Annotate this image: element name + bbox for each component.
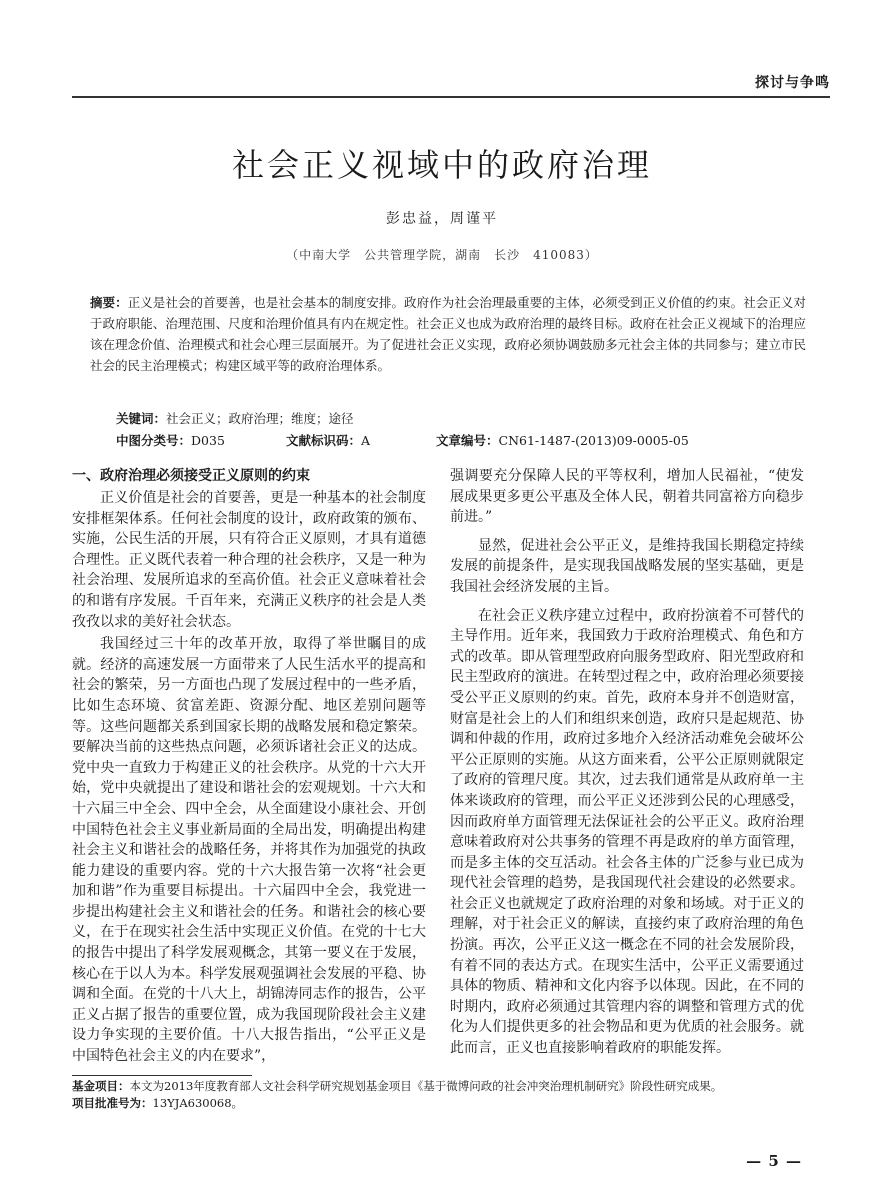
approval-label: 项目批准号为： xyxy=(72,1096,153,1110)
classification-line xyxy=(116,430,824,452)
article-number-text: CN61-1487-(2013)09-0005-05 xyxy=(498,433,689,448)
doc-code-label: 文献标识码： xyxy=(286,433,362,448)
left-column xyxy=(72,466,426,1067)
keywords-label: 关键词： xyxy=(116,411,167,426)
affiliation: （中南大学 公共管理学院，湖南 长沙 410083） xyxy=(286,248,598,262)
doc-code-text: A xyxy=(361,433,371,448)
journal-section-tag: 探讨与争鸣 xyxy=(755,75,830,91)
paragraph: 正义价值是社会的首要善，更是一种基本的社会制度安排框架体系。任何社会制度的设计，政府政策的颁布、实施，公民生活的开展，只有符合正义原则，才具有道德合理性。正义既代表着一种合理的社会秩序，又是一种为社会治理、发展所追求的至高价值。社会正义意味着社会的和谐有序发展。千百年来，充满正义秩序的社会是人类孜孜以求的美好社会状态。 xyxy=(72,490,426,630)
page-number: — 5 — xyxy=(746,1152,802,1170)
article-metadata xyxy=(116,408,824,452)
approval-line xyxy=(72,1095,824,1112)
doc-code xyxy=(286,430,436,452)
keywords-text: 社会正义；政府治理；维度；途径 xyxy=(166,411,354,426)
abstract-text: 正义是社会的首要善，也是社会基本的制度安排。政府作为社会治理最重要的主体，必须受到正义价值的约束。社会正义对于政府职能、治理范围、尺度和治理价值具有内在规定性。社会正义也成为政府治理的最终目标。政府在社会正义视域下的治理应该在理念价值、治理模式和社会心理三层面展开。为了促进社会正义实现，政府必须协调鼓励多元社会主体的共同参与；建立市民社会的民主治理模式；构建区域平等的政府治理体系。 xyxy=(90,295,806,373)
section-heading: 一、政府治理必须接受正义原则的约束 xyxy=(72,468,310,484)
article-number-label: 文章编号： xyxy=(436,433,499,448)
paragraph: 在社会正义秩序建立过程中，政府扮演着不可替代的主导作用。近年来，我国致力于政府治理模式、角色和方式的改革。即从管理型政府向服务型政府、阳光型政府和民主型政府的演进。在转型过程之中，政府治理必须要接受公平正义原则的约束。首先，政府本身并不创造财富，财富是社会上的人们和组织来创造，政府只是起规范、协调和仲裁的作用，政府过多地介入经济活动难免会破坏公平公正原则的实施。从这方面来看，公平公正原则就限定了政府的管理尺度。其次，过去我们通常是从政府单一主体来谈政府的管理，而公平正义还涉到公民的心理感受，因而政府单方面管理无法保证社会的公平正义。政府治理意味着政府对公共事务的管理不再是政府的单方面管理，而是多主体的交互活动。社会各主体的广泛参与业已成为现代社会管理的趋势，是我国现代社会建设的必然要求。社会正义也就规定了政府治理的对象和场域。对于正义的理解，对于社会正义的解读，直接约束了政府治理的角色扮演。再次，公平正义这一概念在不同的社会发展阶段，有着不同的表达方式。在现实生活中，公平正义需要通过具体的物质、精神和文化内容予以体现。因此，在不同的时期内，政府必须通过其管理内容的调整和管理方式的优化为人们提供更多的社会物品和更为优质的社会服务。就此而言，正义也直接影响着政府的职能发挥。 xyxy=(450,607,804,1057)
footnote-rule xyxy=(72,1075,252,1076)
classification-label: 中图分类号： xyxy=(116,433,192,448)
header-rule xyxy=(72,96,830,98)
right-column xyxy=(450,466,804,1059)
article-title: 社会正义视域中的政府治理 xyxy=(231,146,652,184)
article-number xyxy=(436,430,689,452)
fund-text: 本文为2013年度教育部人文社会科学研究规划基金项目《基于微博问政的社会冲突治理机制研究》阶段性研究成果。 xyxy=(129,1079,723,1093)
abstract-label: 摘要： xyxy=(90,295,128,310)
approval-text: 13YJA630068。 xyxy=(152,1096,244,1110)
paragraph: 显然，促进社会公平正义，是维持我国长期稳定持续发展的前提条件，是实现我国战略发展的坚实基础，更是我国社会经济发展的主旨。 xyxy=(450,537,804,595)
keywords-line xyxy=(116,408,824,430)
fund-label: 基金项目： xyxy=(72,1079,130,1093)
abstract xyxy=(90,292,806,376)
authors: 彭忠益，周谨平 xyxy=(386,211,498,227)
classification-text: D035 xyxy=(191,433,225,448)
classification xyxy=(116,430,286,452)
footnote xyxy=(72,1078,824,1112)
fund-line xyxy=(72,1078,824,1095)
paragraph: 我国经过三十年的改革开放，取得了举世瞩目的成就。经济的高速发展一方面带来了人民生活水平的提高和社会的繁荣，另一方面也凸现了发展过程中的一些矛盾，比如生态环境、贫富差距、资源分配、地区差别问题等等。这些问题都关系到国家长期的战略发展和稳定繁荣。要解决当前的这些热点问题，必须诉诸社会正义的达成。党中央一直致力于构建正义的社会秩序。从党的十六大开始，党中央就提出了建设和谐社会的宏观规划。十六大和十六届三中全会、四中全会，从全面建设小康社会、开创中国特色社会主义事业新局面的全局出发，明确提出构建社会主义和谐社会的战略任务，并将其作为加强党的执政能力建设的重要内容。党的十六大报告第一次将“社会更加和谐”作为重要目标提出。十六届四中全会，我党进一步提出构建社会主义和谐社会的任务。和谐社会的核心要义，在于在现实社会生活中实现正义价值。在党的十七大的报告中提出了科学发展观概念，其第一要义在于发展，核心在于以人为本。科学发展观强调社会发展的平稳、协调和全面。在党的十八大上，胡锦涛同志作的报告，公平正义占据了报告的重要位置，成为我国现阶段社会主义建设力争实现的主要价值。十八大报告指出，“公平正义是中国特色社会主义的内在要求”， xyxy=(72,636,426,1065)
paragraph-continuation: 强调要充分保障人民的平等权利，增加人民福祉，“使发展成果更多更公平惠及全体人民，朝着共同富裕方向稳步前进。” xyxy=(450,468,804,526)
